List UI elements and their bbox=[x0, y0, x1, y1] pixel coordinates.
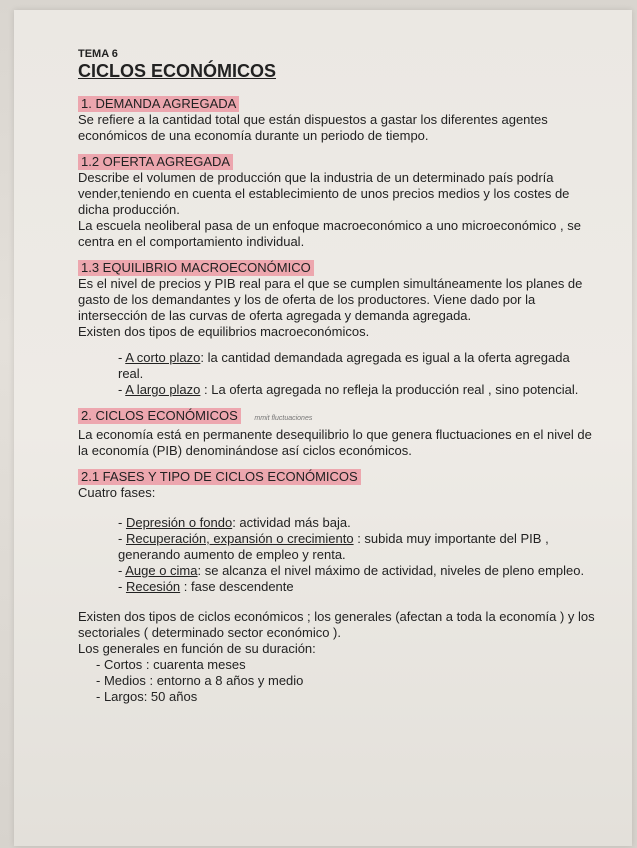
page-title: CICLOS ECONÓMICOS bbox=[78, 61, 277, 81]
paragraph: Los generales en función de su duración: bbox=[78, 641, 316, 656]
list-item: - Largos: 50 años bbox=[96, 689, 598, 705]
phases-list bbox=[78, 515, 598, 595]
term-text: : La oferta agregada no refleja la producción real , sino potencial. bbox=[200, 382, 579, 397]
section-equilibrio bbox=[78, 260, 598, 398]
list-item: - Auge o cima: se alcanza el nivel máximo de actividad, niveles de pleno empleo. bbox=[118, 563, 585, 578]
duration-list bbox=[78, 657, 598, 705]
equilibrium-list bbox=[78, 350, 598, 398]
term: Auge o cima bbox=[125, 563, 198, 578]
term-text: : la cantidad demandada agregada es igual a la oferta agregada real. bbox=[118, 350, 570, 381]
section-heading: 2. CICLOS ECONÓMICOS bbox=[78, 408, 241, 424]
list-item: - Cortos : cuarenta meses bbox=[96, 657, 598, 673]
section-demanda bbox=[78, 96, 598, 144]
handwritten-note: mmit fluctuaciones bbox=[254, 415, 313, 422]
list-item: - Depresión o fondo: actividad más baja. bbox=[118, 515, 351, 530]
document-content bbox=[78, 48, 598, 715]
paragraph: Describe el volumen de producción que la industria de un determinado país podría vender,teniendo en cuenta el establecimiento de unos precios medios y los costes de dicha producción. bbox=[78, 170, 570, 217]
term-text: : se alcanza el nivel máximo de actividad, niveles de pleno empleo. bbox=[197, 563, 585, 578]
section-heading: 1. DEMANDA AGREGADA bbox=[78, 96, 239, 112]
paragraph: Existen dos tipos de ciclos económicos ; los generales (afectan a toda la economía ) y los sectoriales ( determinado sector económico ). bbox=[78, 609, 595, 640]
list-item: - A largo plazo : La oferta agregada no refleja la producción real , sino potencial. bbox=[118, 382, 579, 397]
term: Recuperación, expansión o crecimiento bbox=[125, 531, 354, 546]
list-item: - Medios : entorno a 8 años y medio bbox=[96, 673, 598, 689]
section-ciclos bbox=[78, 408, 598, 459]
paragraph: Cuatro fases: bbox=[78, 485, 156, 500]
list-item: - A corto plazo: la cantidad demandada agregada es igual a la oferta agregada real. bbox=[118, 350, 570, 381]
term-text: : subida muy importante del PIB , generando aumento de empleo y renta. bbox=[118, 531, 549, 562]
term: A largo plazo bbox=[125, 382, 201, 397]
list-item: - Recuperación, expansión o crecimiento : subida muy importante del PIB , generando aumento de empleo y renta. bbox=[118, 531, 549, 562]
section-heading: 1.2 OFERTA AGREGADA bbox=[78, 154, 233, 170]
paragraph: Existen dos tipos de equilibrios macroeconómicos. bbox=[78, 324, 370, 339]
list-item: - Recesión : fase descendente bbox=[118, 579, 294, 594]
section-oferta bbox=[78, 154, 598, 250]
section-fases bbox=[78, 469, 598, 705]
term-text: : fase descendente bbox=[180, 579, 294, 594]
term: Recesión bbox=[125, 579, 181, 594]
section-heading: 1.3 EQUILIBRIO MACROECONÓMICO bbox=[78, 260, 314, 276]
paragraph: Se refiere a la cantidad total que están dispuestos a gastar los diferentes agentes económicos de una economía durante un periodo de tiempo. bbox=[78, 112, 548, 143]
paragraph: Es el nivel de precios y PIB real para el que se cumplen simultáneamente los planes de gasto de los demandantes y los de oferta de los productores. Viene dado por la intersección de las curvas de oferta agregada y demanda agregada. bbox=[78, 276, 583, 323]
paper-sheet bbox=[14, 10, 632, 846]
term: A corto plazo bbox=[125, 350, 201, 365]
unit-label: TEMA 6 bbox=[78, 48, 118, 60]
paragraph: La economía está en permanente desequilibrio lo que genera fluctuaciones en el nivel de la economía (PIB) denominándose así ciclos económicos. bbox=[78, 427, 592, 458]
paragraph: La escuela neoliberal pasa de un enfoque macroeconómico a uno microeconómico , se centra en el comportamiento individual. bbox=[78, 218, 581, 249]
term-text: : actividad más baja. bbox=[232, 515, 351, 530]
term: Depresión o fondo bbox=[125, 515, 233, 530]
section-heading: 2.1 FASES Y TIPO DE CICLOS ECONÓMICOS bbox=[78, 469, 361, 485]
